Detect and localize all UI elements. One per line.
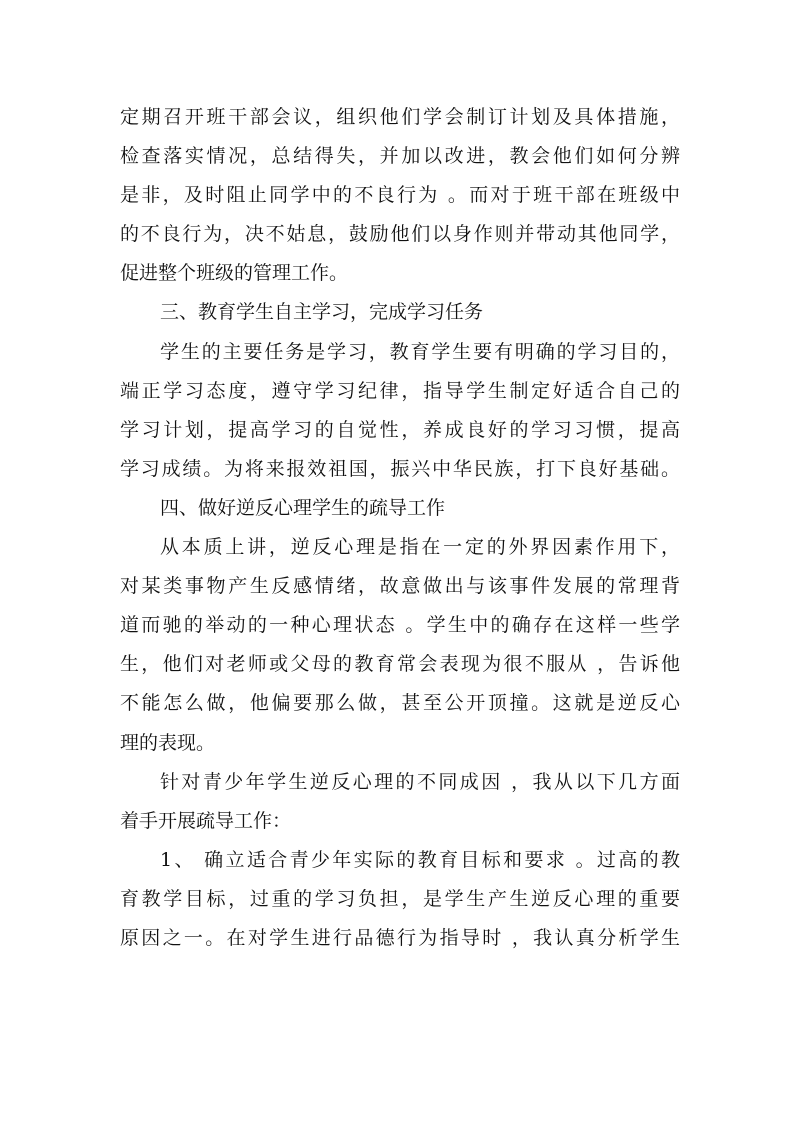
text-line: 是非，及时阻止同学中的不良行为 。而对于班干部在班级中 (120, 184, 680, 207)
text-line: 原因之一。在对学生进行品德行为指导时 ，我认真分析学生 (120, 926, 680, 949)
text-line: 不能怎么做，他偏要那么做，甚至公开顶撞。这就是逆反心 (120, 692, 680, 715)
text-line: 育教学目标，过重的学习负担，是学生产生逆反心理的重要 (120, 887, 680, 910)
text-line: 学生的主要任务是学习，教育学生要有明确的学习目的， (160, 340, 680, 363)
text-line: 道而驰的举动的一种心理状态 。学生中的确存在这样一些学 (120, 614, 680, 637)
text-line: 从本质上讲，逆反心理是指在一定的外界因素作用下， (160, 536, 680, 559)
document-body (120, 98, 680, 958)
text-line: 学习成绩。为将来报效祖国，振兴中华民族，打下良好基础。 (120, 457, 680, 480)
text-line: 端正学习态度，遵守学习纪律，指导学生制定好适合自己的 (120, 379, 680, 402)
text-line: 对某类事物产生反感情绪，故意做出与该事件发展的常理背 (120, 575, 680, 598)
text-line: 定期召开班干部会议，组织他们学会制订计划及具体措施， (120, 106, 680, 128)
numbered-item: 1、 确立适合青少年实际的教育目标和要求 。过高的教 (160, 848, 680, 871)
text-line: 的不良行为，决不姑息，鼓励他们以身作则并带动其他同学， (120, 223, 680, 246)
text-line: 针对青少年学生逆反心理的不同成因 ，我从以下几方面 (160, 770, 680, 793)
text-line: 学习计划，提高学习的自觉性，养成良好的学习习惯，提高 (120, 418, 680, 441)
text-line: 生，他们对老师或父母的教育常会表现为很不服从 ，告诉他 (120, 653, 680, 676)
section-heading: 四、做好逆反心理学生的疏导工作 (160, 496, 446, 519)
text-line: 理的表现。 (120, 731, 216, 754)
text-line: 促进整个班级的管理工作。 (120, 262, 349, 285)
text-line: 着手开展疏导工作： (120, 809, 292, 832)
text-line: 检查落实情况，总结得失，并加以改进，教会他们如何分辨 (120, 145, 680, 168)
section-heading: 三、教育学生自主学习，完成学习任务 (160, 301, 484, 324)
